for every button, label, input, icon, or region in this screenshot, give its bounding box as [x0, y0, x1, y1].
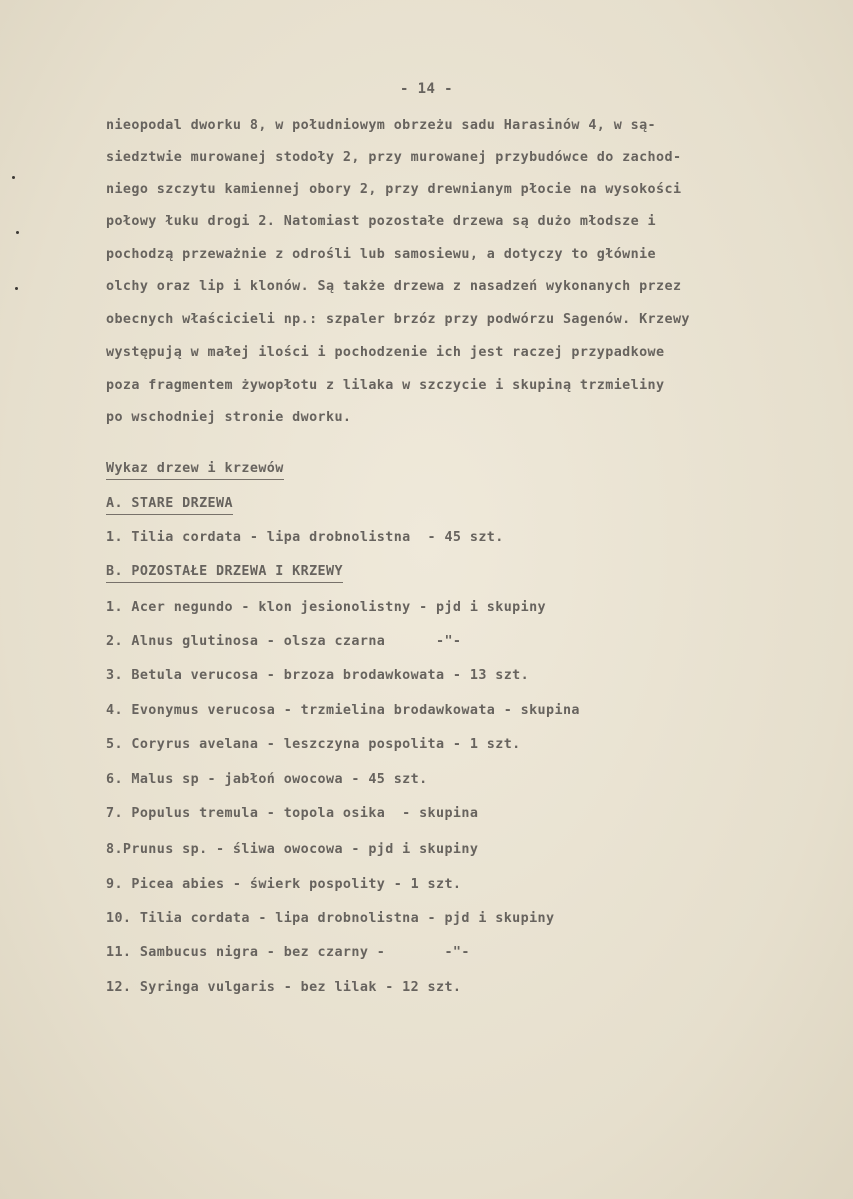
- paper-speck: [15, 287, 18, 290]
- paragraph-line: poza fragmentem żywopłotu z lilaka w szczycie i skupiną trzmieliny: [106, 378, 665, 393]
- list-heading: Wykaz drzew i krzewów: [106, 460, 284, 480]
- paragraph-line: siedztwie murowanej stodoły 2, przy murowanej przybudówce do zachod-: [106, 150, 682, 165]
- paragraph-line: niego szczytu kamiennej obory 2, przy drewnianym płocie na wysokości: [106, 182, 682, 197]
- paragraph-line: olchy oraz lip i klonów. Są także drzewa z nasadzeń wykonanych przez: [106, 279, 682, 294]
- list-item: 12. Syringa vulgaris - bez lilak - 12 szt.: [106, 980, 462, 995]
- paragraph-line: połowy łuku drogi 2. Natomiast pozostałe drzewa są dużo młodsze i: [106, 214, 657, 229]
- paper-speck: [16, 231, 19, 234]
- list-item: 3. Betula verucosa - brzoza brodawkowata - 13 szt.: [106, 668, 530, 683]
- list-item: 8.Prunus sp. - śliwa owocowa - pjd i skupiny: [106, 842, 479, 857]
- list-item: 5. Coryrus avelana - leszczyna pospolita - 1 szt.: [106, 737, 521, 752]
- paragraph-line: występują w małej ilości i pochodzenie ich jest raczej przypadkowe: [106, 345, 665, 360]
- list-item: 9. Picea abies - świerk pospolity - 1 szt.: [106, 877, 462, 892]
- list-item: 6. Malus sp - jabłoń owocowa - 45 szt.: [106, 772, 428, 787]
- list-item: 11. Sambucus nigra - bez czarny - -"-: [106, 945, 470, 960]
- list-item: 1. Acer negundo - klon jesionolistny - pjd i skupiny: [106, 600, 547, 615]
- list-item: 7. Populus tremula - topola osika - skupina: [106, 806, 479, 821]
- list-item: 10. Tilia cordata - lipa drobnolistna - pjd i skupiny: [106, 911, 555, 926]
- page-number: - 14 -: [400, 81, 453, 97]
- paragraph-line: pochodzą przeważnie z odrośli lub samosiewu, a dotyczy to głównie: [106, 247, 657, 262]
- paper-speck: [12, 176, 15, 179]
- section-b-heading: B. POZOSTAŁE DRZEWA I KRZEWY: [106, 563, 343, 583]
- list-item: 4. Evonymus verucosa - trzmielina brodawkowata - skupina: [106, 703, 580, 718]
- paragraph-line: nieopodal dworku 8, w południowym obrzeżu sadu Harasinów 4, w są-: [106, 118, 657, 133]
- section-a-heading: A. STARE DRZEWA: [106, 495, 233, 515]
- paragraph-line: obecnych właścicieli np.: szpaler brzóz przy podwórzu Sagenów. Krzewy: [106, 312, 690, 327]
- paragraph-line: po wschodniej stronie dworku.: [106, 410, 352, 425]
- list-item: 1. Tilia cordata - lipa drobnolistna - 45 szt.: [106, 530, 504, 545]
- list-item: 2. Alnus glutinosa - olsza czarna -"-: [106, 634, 462, 649]
